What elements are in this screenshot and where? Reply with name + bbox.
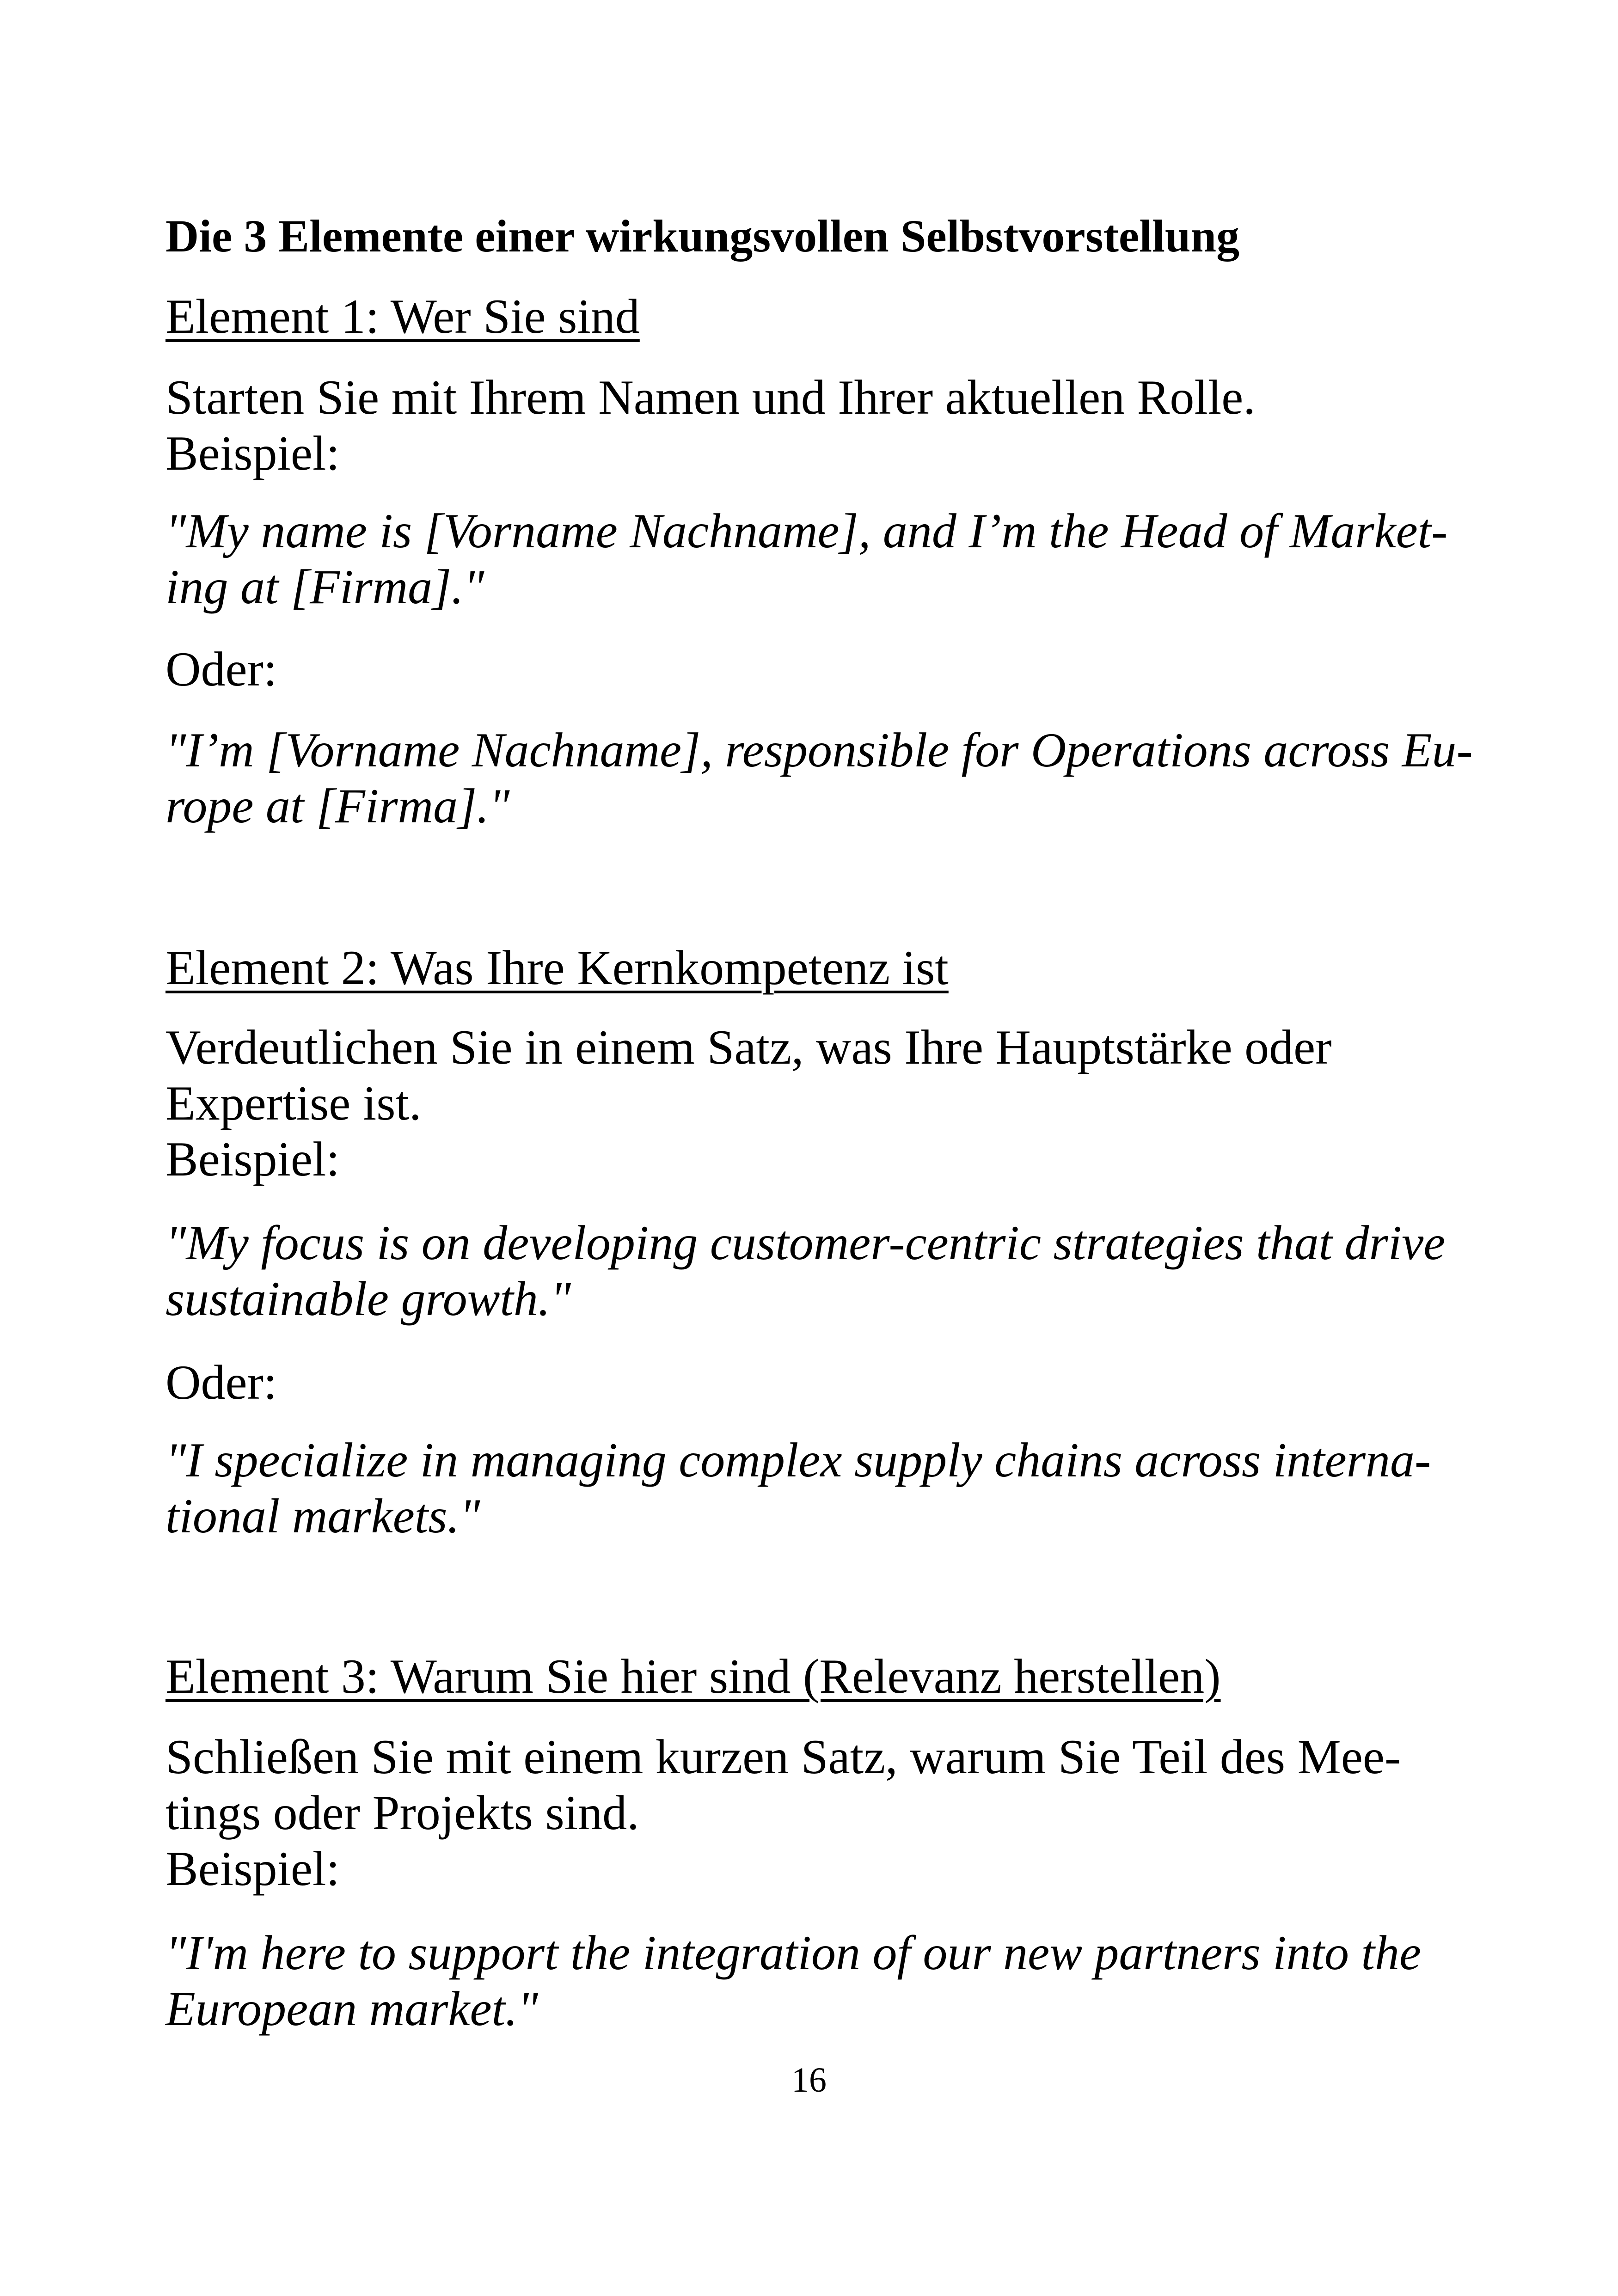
- text-line: Beispiel:: [165, 1132, 340, 1186]
- section-3-intro: [165, 1729, 1401, 1897]
- text-line: Beispiel:: [165, 1842, 340, 1896]
- quote-line: rope at [Firma].": [165, 779, 510, 833]
- text-line: tings oder Projekts sind.: [165, 1786, 639, 1840]
- text-line: Expertise ist.: [165, 1076, 422, 1130]
- quote-line: "I’m [Vorname Nachname], responsible for Operations across Eu-: [165, 723, 1473, 777]
- section-1-alt-quote: [165, 722, 1473, 834]
- quote-line: sustainable growth.": [165, 1272, 571, 1326]
- text-line: Starten Sie mit Ihrem Namen und Ihrer aktuellen Rolle.: [165, 370, 1256, 424]
- page-title: Die 3 Elemente einer wirkungsvollen Selbstvorstellung: [165, 210, 1240, 262]
- section-3-heading: Element 3: Warum Sie hier sind (Relevanz herstellen): [165, 1649, 1221, 1703]
- section-3-example-quote: [165, 1925, 1421, 2037]
- quote-line: European market.": [165, 1982, 538, 2036]
- section-2-alt-quote: [165, 1432, 1431, 1544]
- section-2-heading: Element 2: Was Ihre Kernkompetenz ist: [165, 941, 949, 995]
- section-1-example-quote: [165, 503, 1447, 615]
- section-1-intro: [165, 369, 1256, 481]
- section-1-oder: Oder:: [165, 642, 277, 696]
- text-line: Schließen Sie mit einem kurzen Satz, warum Sie Teil des Mee-: [165, 1730, 1401, 1784]
- text-line: Beispiel:: [165, 426, 340, 480]
- section-2-intro: [165, 1019, 1332, 1187]
- page-number: 16: [791, 2061, 827, 2100]
- section-2-example-quote: [165, 1215, 1445, 1327]
- quote-line: tional markets.": [165, 1489, 480, 1543]
- quote-line: "My focus is on developing customer-centric strategies that drive: [165, 1216, 1446, 1270]
- section-1-heading: Element 1: Wer Sie sind: [165, 289, 640, 343]
- quote-line: "I specialize in managing complex supply chains across interna-: [165, 1433, 1431, 1487]
- quote-line: ing at [Firma].": [165, 560, 484, 614]
- section-2-oder: Oder:: [165, 1355, 277, 1409]
- quote-line: "My name is [Vorname Nachname], and I’m the Head of Market-: [165, 504, 1448, 558]
- text-line: Verdeutlichen Sie in einem Satz, was Ihre Hauptstärke oder: [165, 1020, 1332, 1074]
- quote-line: "I'm here to support the integration of our new partners into the: [165, 1926, 1422, 1980]
